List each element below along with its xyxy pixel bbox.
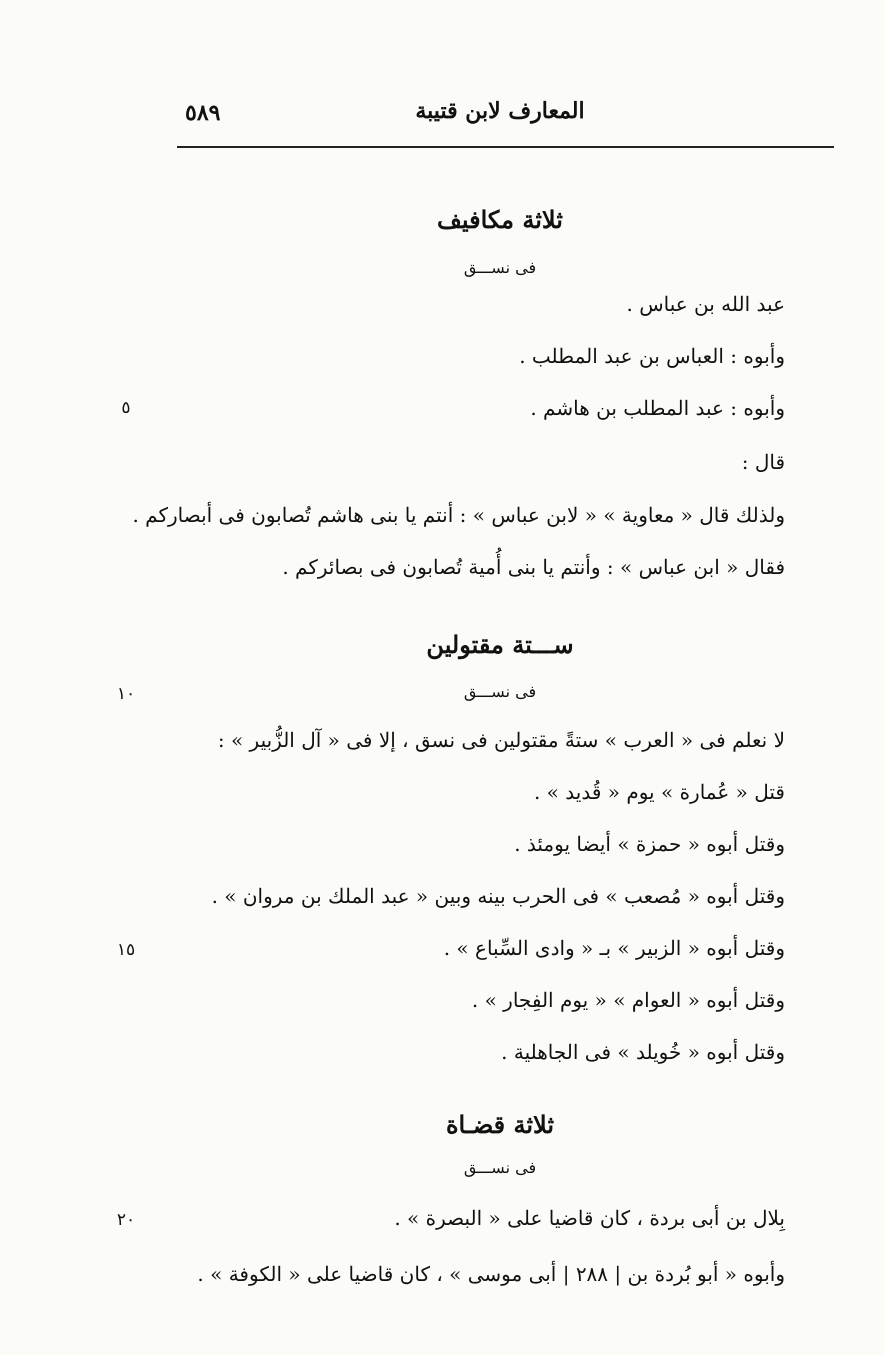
text-line: قال : bbox=[741, 450, 785, 474]
text-line: بِلال بن أبى بردة ، كان قاضيا على « البصرة » . bbox=[394, 1206, 785, 1230]
text-line: وقتل أبوه « خُويلد » فى الجاهلية . bbox=[501, 1040, 785, 1064]
section-subheading: فى نســـق bbox=[463, 682, 537, 701]
margin-line-number: ١٥ bbox=[116, 940, 136, 960]
text-line: وأبوه : عبد المطلب بن هاشم . bbox=[530, 396, 785, 420]
section-heading: ثلاثة قضـاة bbox=[445, 1110, 555, 1139]
section-subheading: فى نســـق bbox=[463, 258, 537, 277]
text-line: ولذلك قال « معاوية » « لابن عباس » : أنتم يا بنى هاشم تُصابون فى أبصاركم . bbox=[132, 503, 785, 527]
text-line: وقتل أبوه « الزبير » بـ « وادى السِّباع » . bbox=[443, 936, 785, 960]
running-title: المعارف لابن قتيبة bbox=[415, 98, 585, 124]
text-line: قتل « عُمارة » يوم « قُديد » . bbox=[533, 780, 785, 804]
text-line: لا نعلم فى « العرب » ستةً مقتولين فى نسق ، إلا فى « آل الزُّبير » : bbox=[217, 728, 785, 752]
page-number: ٥٨٩ bbox=[185, 100, 221, 126]
section-subheading: فى نســـق bbox=[463, 1158, 537, 1177]
text-line: وقتل أبوه « مُصعب » فى الحرب بينه وبين « عبد الملك بن مروان » . bbox=[211, 884, 785, 908]
header-rule bbox=[177, 146, 834, 148]
text-line: فقال « ابن عباس » : وأنتم يا بنى أُمية تُصابون فى بصائركم . bbox=[282, 555, 785, 579]
section-heading: ثلاثة مكافيف bbox=[437, 205, 563, 234]
margin-line-number: ١٠ bbox=[116, 684, 136, 704]
text-line: عبد الله بن عباس . bbox=[626, 292, 785, 316]
margin-line-number: ٥ bbox=[121, 398, 131, 418]
section-heading: ســـتة مقتولين bbox=[426, 630, 574, 659]
text-line: وقتل أبوه « حمزة » أيضا يومئذ . bbox=[514, 832, 785, 856]
text-line: وأبوه « أبو بُردة بن | ٢٨٨ | أبى موسى » ، كان قاضيا على « الكوفة » . bbox=[197, 1262, 785, 1286]
text-line: وقتل أبوه « العوام » « يوم الفِجار » . bbox=[471, 988, 785, 1012]
text-line: وأبوه : العباس بن عبد المطلب . bbox=[519, 344, 785, 368]
margin-line-number: ٢٠ bbox=[116, 1210, 136, 1230]
